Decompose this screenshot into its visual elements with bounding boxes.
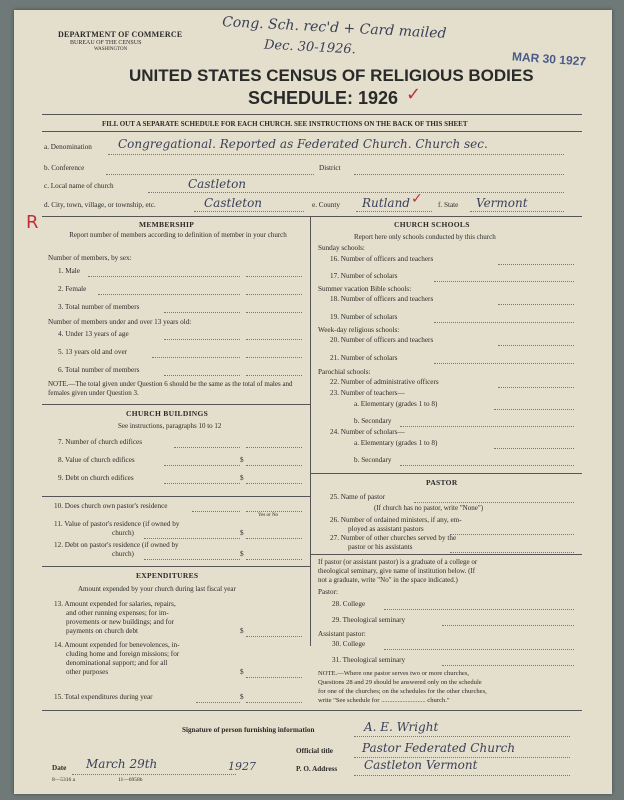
- date-year: 1927: [228, 760, 256, 773]
- sunday-scholars-label: 17. Number of scholars: [330, 272, 398, 280]
- summer-schools-label: Summer vacation Bible schools:: [318, 285, 412, 293]
- signature-value: A. E. Wright: [364, 720, 439, 734]
- scholars-elementary-label: a. Elementary (grades 1 to 8): [354, 439, 438, 447]
- pastor-note-3: for one of the churches; on the schedules for the other churches,: [318, 688, 487, 695]
- other-churches-label: 27. Number of other churches served by the: [330, 534, 457, 542]
- buildings-subheading: See instructions, paragraphs 10 to 12: [118, 422, 222, 430]
- date-label: Date: [52, 764, 67, 772]
- other-churches-label-2: pastor or his assistants: [348, 543, 413, 551]
- census-form: [14, 10, 612, 794]
- state-value: Vermont: [476, 196, 528, 210]
- members-by-age-label: Number of members under and over 13 years old:: [48, 318, 192, 326]
- dollar-sign: $: [240, 529, 244, 537]
- instructions-line: FILL OUT A SEPARATE SCHEDULE FOR EACH CHURCH. SEE INSTRUCTIONS ON THE BACK OF THIS SHEET: [102, 120, 468, 128]
- expense-14-line2: cluding home and foreign missions; for: [66, 650, 180, 658]
- residence-value-label-2: church): [112, 529, 134, 537]
- department-name: DEPARTMENT OF COMMERCE: [58, 30, 183, 39]
- pastor-heading: PASTOR: [426, 478, 458, 487]
- sunday-schools-label: Sunday schools:: [318, 244, 365, 252]
- received-stamp: MAR 30 1927: [511, 49, 587, 69]
- handwritten-note: Cong. Sch. rec'd + Card mailed: [221, 14, 447, 42]
- date-value: March 29th: [86, 757, 158, 771]
- residence-value-label: 11. Value of pastor's residence (if owned by: [54, 520, 180, 528]
- weekday-officers-label: 20. Number of officers and teachers: [330, 336, 434, 344]
- signature-label: Signature of person furnishing information: [182, 726, 315, 734]
- form-title: UNITED STATES CENSUS OF RELIGIOUS BODIES: [129, 66, 534, 85]
- total-expenditures-label: 15. Total expenditures during year: [54, 693, 153, 701]
- dollar-sign: $: [240, 550, 244, 558]
- county-label: e. County: [312, 201, 340, 209]
- assistant-pastor-label: Assistant pastor:: [318, 630, 366, 638]
- margin-mark: R: [26, 212, 39, 233]
- weekday-schools-label: Week-day religious schools:: [318, 326, 400, 334]
- male-label: 1. Male: [58, 267, 80, 275]
- graduate-note-1: If pastor (or assistant pastor) is a graduate of a college or: [318, 558, 478, 566]
- denomination-label: a. Denomination: [44, 143, 92, 151]
- pastor-college-label: 28. College: [332, 600, 366, 608]
- church-name-label: c. Local name of church: [44, 182, 114, 190]
- total-members-label: 3. Total number of members: [58, 303, 140, 311]
- membership-heading: MEMBERSHIP: [139, 220, 195, 229]
- pastor-note-2: Questions 28 and 29 should be answered only on the schedule: [318, 679, 482, 686]
- ordained-ministers-label-2: ployed as assistant pastors: [348, 525, 424, 533]
- teachers-elementary-label: a. Elementary (grades 1 to 8): [354, 400, 438, 408]
- schools-subheading: Report here only schools conducted by this church: [354, 233, 496, 241]
- conference-label: b. Conference: [44, 164, 85, 172]
- admin-officers-label: 22. Number of administrative officers: [330, 378, 439, 386]
- summer-officers-label: 18. Number of officers and teachers: [330, 295, 434, 303]
- membership-note: NOTE.—The total given under Question 6 should be the same as the total of males and females given under Question 3.: [48, 380, 293, 397]
- denomination-value: Congregational. Reported as Federated Church. Church sec.: [118, 137, 488, 151]
- members-by-sex-label: Number of members, by sex:: [48, 254, 132, 262]
- dollar-sign: $: [240, 693, 244, 701]
- expense-14-line1: 14. Amount expended for benevolences, in-: [54, 641, 180, 649]
- total-members-age-label: 6. Total number of members: [58, 366, 140, 374]
- weekday-scholars-label: 21. Number of scholars: [330, 354, 398, 362]
- po-address-label: P. O. Address: [296, 765, 338, 773]
- summer-scholars-label: 19. Number of scholars: [330, 313, 398, 321]
- city-value: Castleton: [204, 196, 263, 210]
- dollar-sign: $: [240, 474, 244, 482]
- assistant-college-label: 30. College: [332, 640, 366, 648]
- owns-residence-label: 10. Does church own pastor's residence: [54, 502, 168, 510]
- county-value: Rutland: [362, 196, 410, 210]
- teachers-secondary-label: b. Secondary: [354, 417, 392, 425]
- expenditures-heading: EXPENDITURES: [136, 571, 199, 580]
- assistant-seminary-label: 31. Theological seminary: [332, 656, 406, 664]
- expense-13-line2: and other running expenses; for im-: [66, 609, 169, 617]
- over-13-label: 5. 13 years old and over: [58, 348, 128, 356]
- pastor-note-4: write "See schedule for ........................... church.": [318, 697, 450, 704]
- expense-13-line3: provements or new buildings; and for: [66, 618, 174, 626]
- under-13-label: 4. Under 13 years of age: [58, 330, 129, 338]
- bureau-name: BUREAU OF THE CENSUS: [70, 40, 142, 46]
- expense-14-line4: other purposes: [66, 668, 109, 676]
- official-title-value: Pastor Federated Church: [362, 741, 516, 755]
- expense-13-line1: 13. Amount expended for salaries, repairs,: [54, 600, 176, 608]
- print-number: 11—6958b: [118, 777, 143, 783]
- residence-debt-label-2: church): [112, 550, 134, 558]
- schedule-title: SCHEDULE: 1926: [248, 88, 399, 108]
- expense-14-line3: denominational support; and for all: [66, 659, 168, 667]
- handwritten-date: Dec. 30-1926.: [263, 37, 357, 58]
- city-name: WASHINGTON: [94, 47, 128, 52]
- state-label: f. State: [438, 201, 459, 209]
- scholars-secondary-label: b. Secondary: [354, 456, 392, 464]
- ordained-ministers-label: 26. Number of ordained ministers, if any, em-: [330, 516, 462, 524]
- check-mark-icon: ✓: [411, 191, 423, 207]
- edifices-debt-label: 9. Debt on church edifices: [58, 474, 134, 482]
- sunday-officers-label: 16. Number of officers and teachers: [330, 255, 434, 263]
- graduate-note-3: not a graduate, write "No" in the space indicated.): [318, 576, 458, 584]
- district-label: District: [319, 164, 341, 172]
- city-label: d. City, town, village, or township, etc.: [44, 201, 156, 209]
- expense-13-line4: payments on church debt: [66, 627, 139, 635]
- edifices-value-label: 8. Value of church edifices: [58, 456, 135, 464]
- pastor-seminary-label: 29. Theological seminary: [332, 616, 406, 624]
- dollar-sign: $: [240, 456, 244, 464]
- female-label: 2. Female: [58, 285, 87, 293]
- official-title-label: Official title: [296, 747, 333, 755]
- pastor-name-hint: (If church has no pastor, write "None"): [374, 504, 484, 512]
- expenditures-subheading: Amount expended by your church during last fiscal year: [78, 585, 236, 593]
- teachers-label: 23. Number of teachers—: [330, 389, 405, 397]
- church-name-value: Castleton: [188, 177, 247, 191]
- po-address-value: Castleton Vermont: [364, 758, 478, 772]
- residence-debt-label: 12. Debt on pastor's residence (if owned by: [54, 541, 179, 549]
- schools-heading: CHURCH SCHOOLS: [394, 220, 470, 229]
- pastor-name-label: 25. Name of pastor: [330, 493, 386, 501]
- parochial-schools-label: Parochial schools:: [318, 368, 371, 376]
- edifices-count-label: 7. Number of church edifices: [58, 438, 143, 446]
- dollar-sign: $: [240, 668, 244, 676]
- pastor-note-1: NOTE.—Where one pastor serves two or more churches,: [318, 670, 470, 677]
- yes-no-hint: Yes or No: [258, 513, 279, 518]
- form-number: 8—5316 a: [52, 777, 76, 783]
- membership-subheading: Report number of members according to definition of member in your church: [69, 231, 287, 239]
- scholars-label: 24. Number of scholars—: [330, 428, 405, 436]
- buildings-heading: CHURCH BUILDINGS: [126, 409, 209, 418]
- check-mark-icon: ✓: [406, 84, 422, 105]
- dollar-sign: $: [240, 627, 244, 635]
- graduate-note-2: theological seminary, give name of institution below. (If: [318, 567, 476, 575]
- pastor-sub-label: Pastor:: [318, 588, 338, 596]
